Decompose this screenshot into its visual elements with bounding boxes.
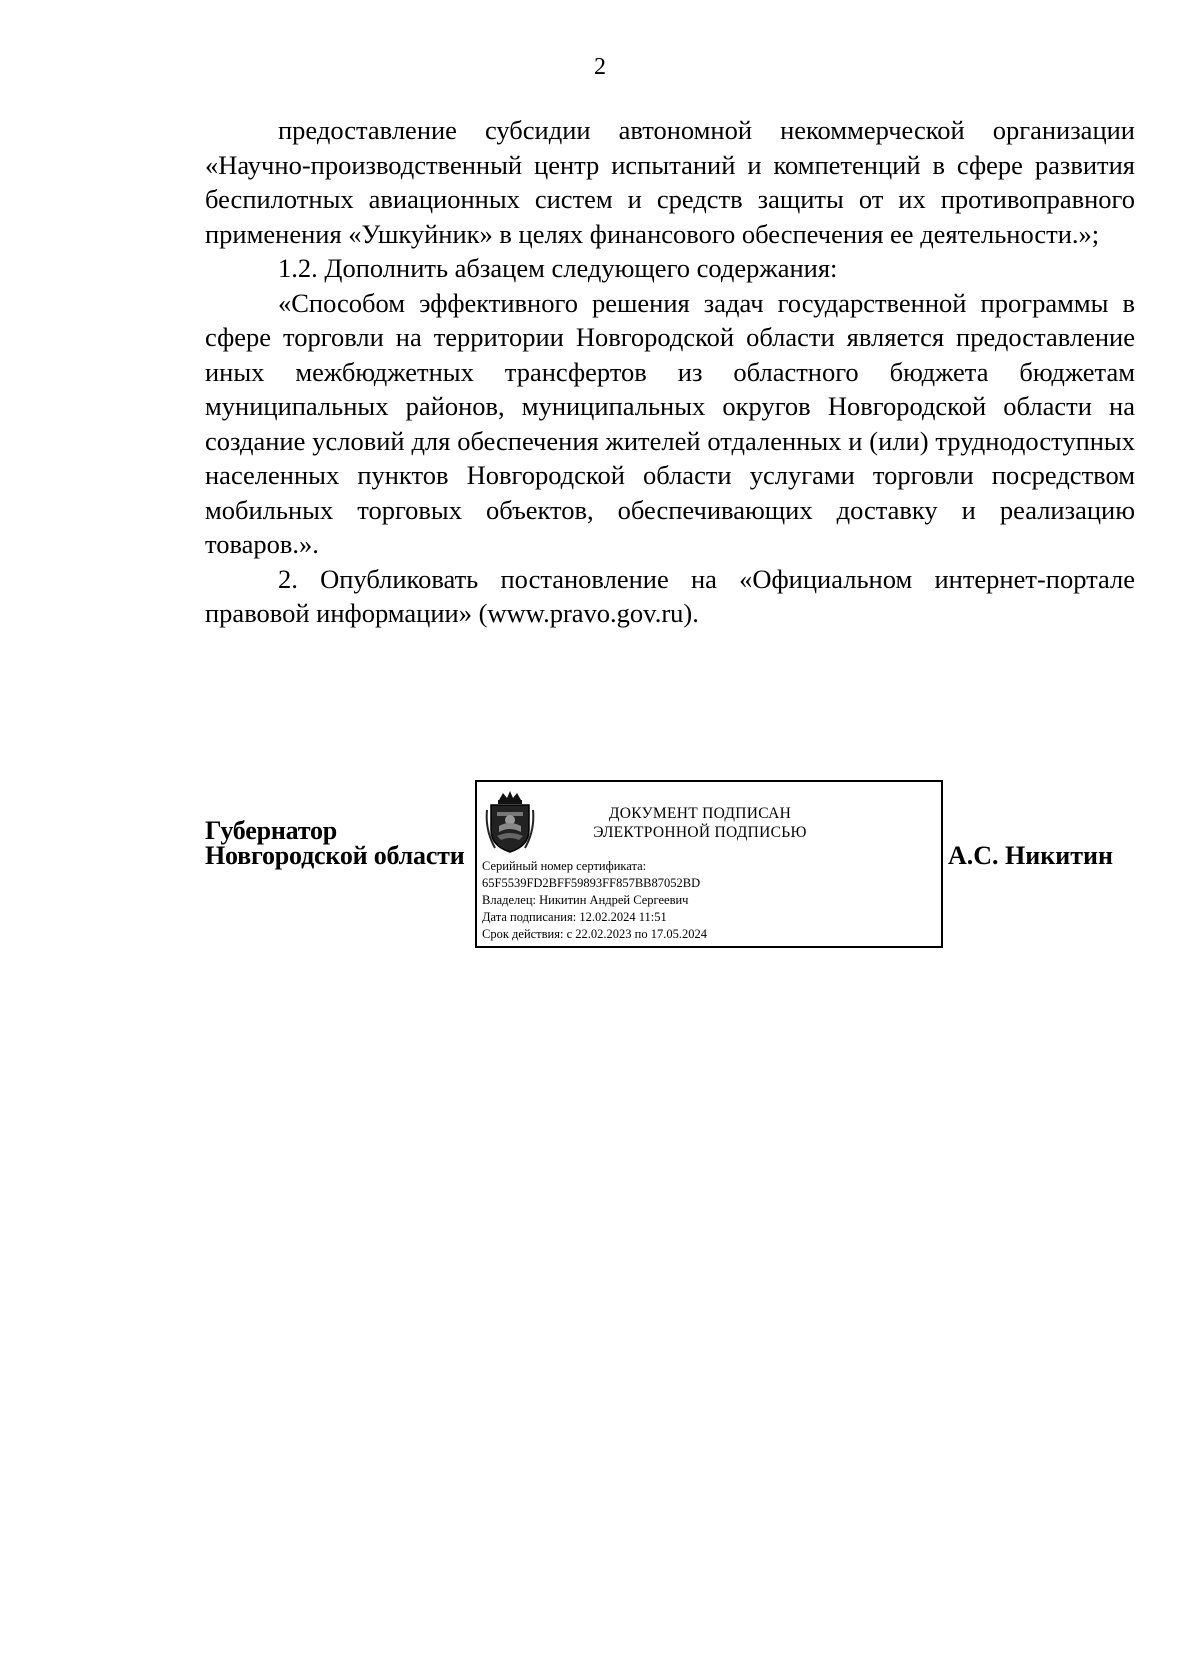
certificate-owner: Владелец: Никитин Андрей Сергеевич bbox=[482, 893, 689, 907]
stamp-details bbox=[482, 858, 707, 943]
paragraph-new-text: «Способом эффективного решения задач государственной программы в сфере торговли на территории Новгородской области является предоставление иных межбюджетных трансфертов из областного бюджета бюджетам муниципальных районов, муниципальных округов Новгородской области на создание условий для обеспечения жителей отдаленных и (или) труднодоступных населенных пунктов Новгородской области услугами торговли посредством мобильных торговых объектов, обеспечивающих доставку и реализацию товаров.». bbox=[205, 287, 1135, 559]
signatory-position-line2: Новгородской области bbox=[205, 841, 465, 870]
page-number: 2 bbox=[594, 54, 606, 80]
signing-date: Дата подписания: 12.02.2024 11:51 bbox=[482, 910, 667, 924]
paragraph-item-1-2: 1.2. Дополнить абзацем следующего содержания: bbox=[278, 253, 838, 283]
paragraph-item-2: 2. Опубликовать постановление на «Официальном интернет-портале правовой информации» (www.pravo.gov.ru). bbox=[205, 563, 1135, 628]
certificate-validity: Срок действия: с 22.02.2023 по 17.05.2024 bbox=[482, 927, 707, 941]
signatory-position-line1: Губернатор bbox=[205, 816, 338, 845]
stamp-heading-line1: ДОКУМЕНТ ПОДПИСАН bbox=[608, 805, 792, 822]
stamp-heading bbox=[555, 804, 845, 842]
document-body bbox=[205, 113, 1135, 631]
certificate-serial-value: 65F5539FD2BFF59893FF857BB87052BD bbox=[482, 876, 701, 890]
stamp-heading-line2: ЭЛЕКТРОННОЙ ПОДПИСЬЮ bbox=[593, 824, 807, 841]
signatory-position bbox=[205, 818, 465, 868]
signatory-name: А.С. Никитин bbox=[948, 841, 1113, 870]
signature-block bbox=[0, 780, 1200, 960]
novgorod-coat-of-arms-icon bbox=[485, 790, 535, 854]
electronic-signature-stamp bbox=[475, 780, 943, 948]
certificate-serial-label: Серийный номер сертификата: bbox=[482, 859, 647, 873]
paragraph-subsidy: предоставление субсидии автономной некоммерческой организации «Научно-производственный центр испытаний и компетенций в сфере развития беспилотных авиационных систем и средств защиты от их противоправного применения «Ушкуйник» в целях финансового обеспечения ее деятельности.»; bbox=[205, 115, 1135, 249]
